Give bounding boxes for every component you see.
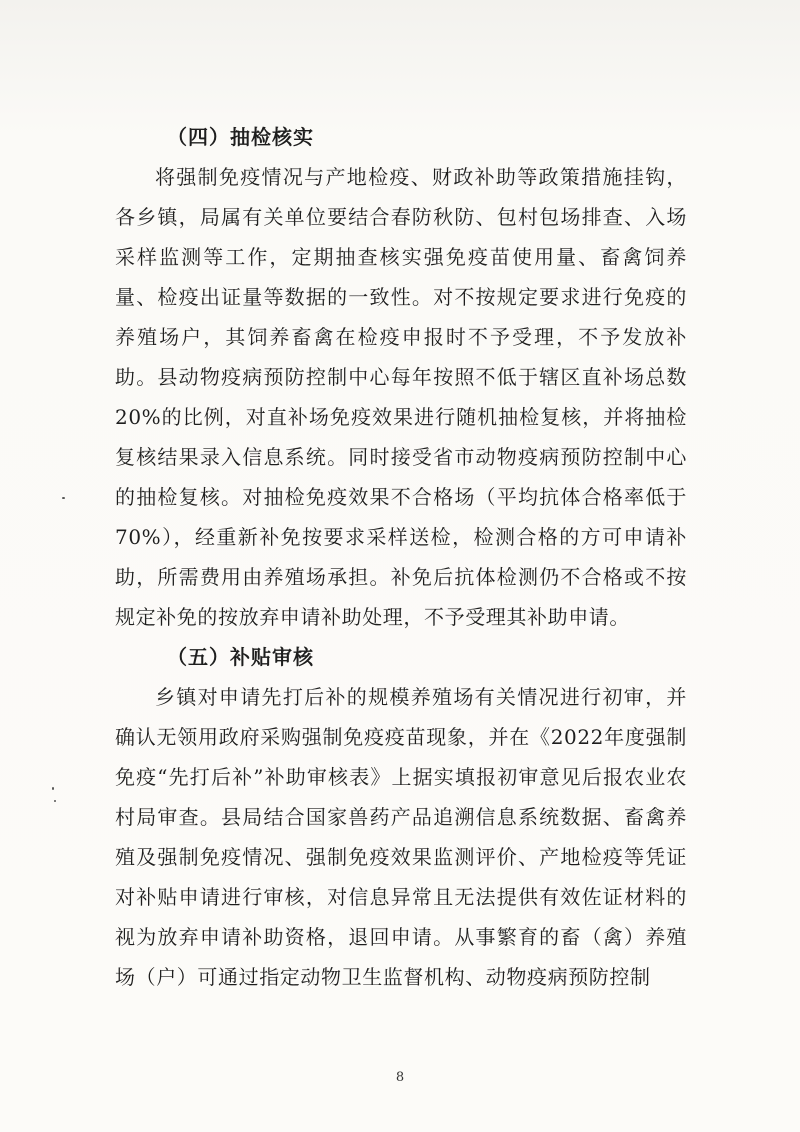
scan-speck: [62, 497, 65, 499]
scan-speck: [52, 787, 54, 790]
scan-speck: [54, 800, 56, 802]
section-heading-4: （四）抽检核实: [167, 125, 314, 149]
section-paragraph-5: 乡镇对申请先打后补的规模养殖场有关情况进行初审，并确认无领用政府采购强制免疫疫苗现象，并在《2022年度强制免疫“先打后补”补助审核表》上据实填报初审意见后报农业农村局审查。县局结合国家兽药产品追溯信息系统数据、畜禽养殖及强制免疫情况、强制免疫效果监测评价、产地检疫等凭证对补贴申请进行审核，对信息异常且无法提供有效佐证材料的视为放弃申请补助资格，退回申请。从事繁育的畜（禽）养殖场（户）可通过指定动物卫生监督机构、动物疫病预防控制: [115, 685, 687, 989]
section-paragraph-4: 将强制免疫情况与产地检疫、财政补助等政策措施挂钩，各乡镇，局属有关单位要结合春防秋防、包村包场排查、入场采样监测等工作，定期抽查核实强免疫苗使用量、畜禽饲养量、检疫出证量等数据的一致性。对不按规定要求进行免疫的养殖场户，其饲养畜禽在检疫申报时不予受理，不予发放补助。县动物疫病预防控制中心每年按照不低于辖区直补场总数20%的比例，对直补场免疫效果进行随机抽检复核，并将抽检复核结果录入信息系统。同时接受省市动物疫病预防控制中心的抽检复核。对抽检免疫效果不合格场（平均抗体合格率低于70%），经重新补免按要求采样送检，检测合格的方可申请补助，所需费用由养殖场承担。补免后抗体检测仍不合格或不按规定补免的按放弃申请补助处理，不予受理其补助申请。: [115, 165, 687, 629]
section-heading-5: （五）补贴审核: [167, 645, 314, 669]
document-body: [115, 117, 687, 997]
page-number: 8: [395, 1070, 405, 1085]
